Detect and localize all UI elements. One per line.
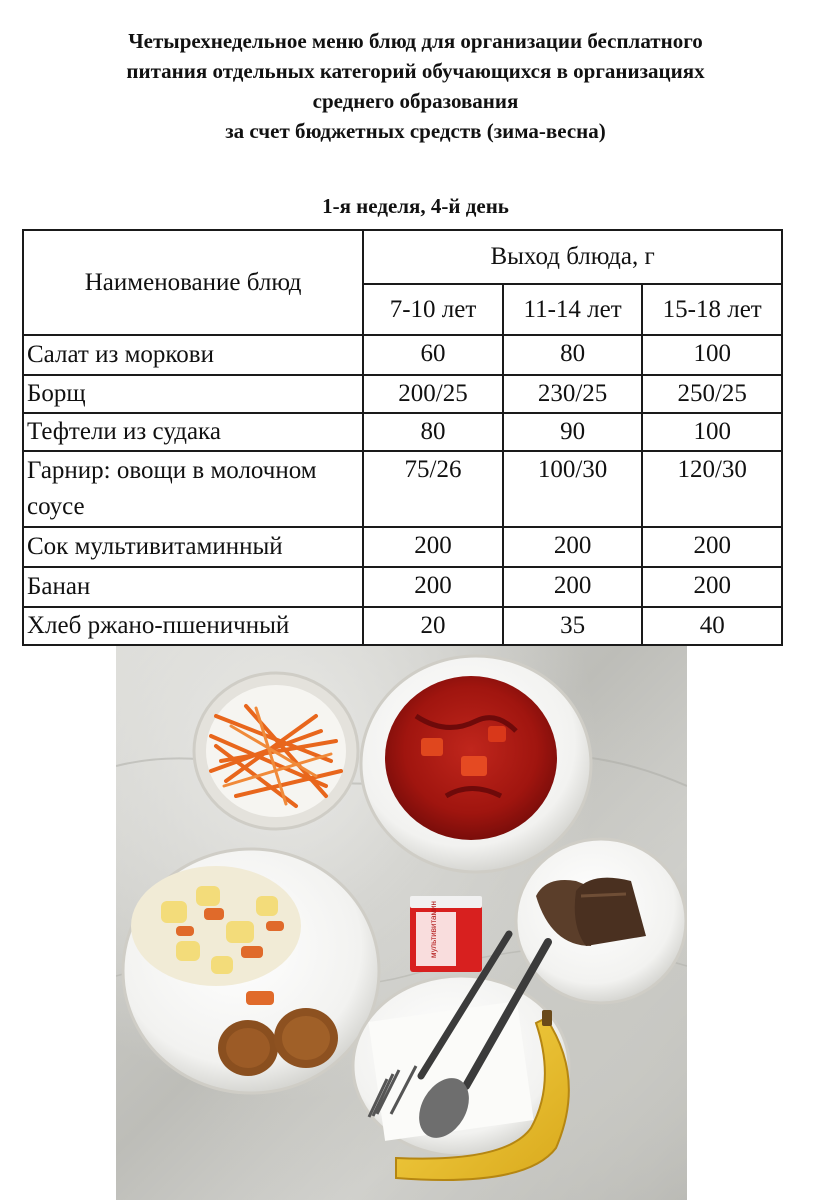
column-header-yield: Выход блюда, г: [363, 230, 782, 284]
meal-photo: [116, 646, 687, 1200]
yield-value: 200: [503, 567, 643, 607]
yield-value: 80: [503, 335, 643, 375]
yield-value: 75/26: [363, 451, 503, 527]
yield-value: 100: [642, 413, 782, 451]
yield-value: 200: [503, 527, 643, 567]
table-row: [23, 375, 782, 413]
borsch-bowl: [361, 656, 591, 872]
bread-plate: [516, 839, 686, 1003]
yield-value: 35: [503, 607, 643, 645]
dish-name: Сок мультивитаминный: [23, 527, 363, 567]
yield-value: 20: [363, 607, 503, 645]
table-row: [23, 527, 782, 567]
yield-value: 200: [363, 527, 503, 567]
title-line-2: питания отдельных категорий обучающихся в организациях: [126, 59, 705, 83]
menu-table: [22, 229, 783, 646]
age-group-11-14: 11-14 лет: [503, 284, 643, 335]
yield-value: 90: [503, 413, 643, 451]
yield-value: 230/25: [503, 375, 643, 413]
table-row: [23, 413, 782, 451]
table-row: [23, 335, 782, 375]
dish-name: Салат из моркови: [23, 335, 363, 375]
dish-name: Хлеб ржано-пшеничный: [23, 607, 363, 645]
yield-value: 100/30: [503, 451, 643, 527]
yield-value: 200: [642, 527, 782, 567]
table-row: [23, 451, 782, 527]
table-row: [23, 607, 782, 645]
document-title: [20, 26, 811, 146]
yield-value: 200: [642, 567, 782, 607]
yield-value: 120/30: [642, 451, 782, 527]
yield-value: 200/25: [363, 375, 503, 413]
yield-value: 250/25: [642, 375, 782, 413]
meal-photo-illustration: [116, 646, 687, 1200]
title-line-4: за счет бюджетных средств (зима-весна): [225, 119, 606, 143]
juice-box-label: мультивитамин: [429, 901, 438, 958]
table-row: [23, 567, 782, 607]
dish-name: Борщ: [23, 375, 363, 413]
age-group-7-10: 7-10 лет: [363, 284, 503, 335]
main-course-plate: [123, 849, 379, 1093]
dish-name: Гарнир: овощи в молочном соусе: [23, 451, 363, 527]
column-header-dish-name: Наименование блюд: [23, 230, 363, 335]
title-line-1: Четырехнедельное меню блюд для организации бесплатного: [128, 29, 703, 53]
title-line-3: среднего образования: [312, 89, 519, 113]
week-day-heading: 1-я неделя, 4-й день: [322, 194, 509, 218]
dish-name: Банан: [23, 567, 363, 607]
yield-value: 100: [642, 335, 782, 375]
yield-value: 200: [363, 567, 503, 607]
yield-value: 60: [363, 335, 503, 375]
juice-box: [410, 896, 482, 972]
age-group-15-18: 15-18 лет: [642, 284, 782, 335]
yield-value: 80: [363, 413, 503, 451]
yield-value: 40: [642, 607, 782, 645]
dish-name: Тефтели из судака: [23, 413, 363, 451]
carrot-salad-bowl: [194, 673, 358, 829]
